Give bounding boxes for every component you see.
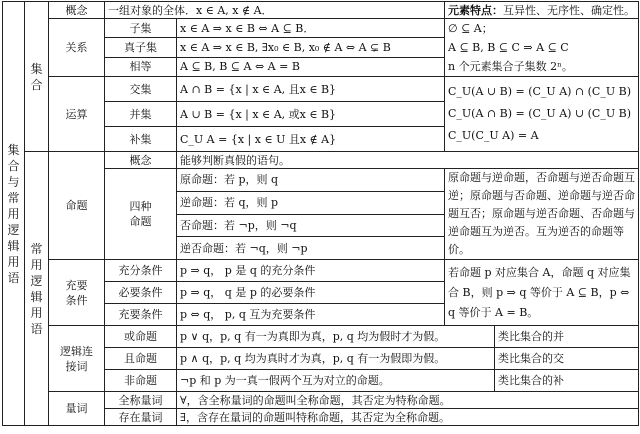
connective-row-text: ¬p 和 p 为一真一假两个互为对立的命题。 [177,370,495,392]
quantifier-row-label: 全称量词 [105,392,177,409]
quantifier-row-text: ∃，含存在量词的命题叫特称命题，其否定为全称命题。 [177,409,639,426]
connective-row-note: 类比集合的交 [495,348,639,370]
connective-row-label: 非命题 [105,370,177,392]
operation-row-text: A ∪ B = {x | x ∈ A, 或x ∈ B} [177,102,445,127]
sets-concept-text: 一组对象的全体．x ∈ A, x ∉ A． [105,2,445,19]
operation-row-text: A ∩ B = {x | x ∈ A, 且x ∈ B} [177,77,445,102]
connective-row-label: 且命题 [105,348,177,370]
connective-row-label: 或命题 [105,326,177,348]
conditions-label: 充要条件 [65,278,88,307]
sets-concept-label: 概念 [49,2,105,19]
four-proposition-row: 否命题：若 ¬p，则 ¬q [177,214,445,237]
operation-row-label: 补集 [105,127,177,152]
relation-note-line: ∅ ⊆ A； [448,22,493,35]
operation-note-line: C_U(A ∩ B) = (C_U A) ∪ (C_U B) [448,107,631,120]
four-proposition-row: 原命题：若 p，则 q [177,169,445,192]
four-propositions-label [105,169,177,260]
connective-row-note: 类比集合的补 [495,370,639,392]
operation-label: 运算 [49,77,105,152]
relation-row-text: A ⊆ B, B ⊆ A ⇔ A = B [177,57,445,76]
connective-row-note: 类比集合的并 [495,326,639,348]
four-propositions-text: 四种命题 [129,200,152,228]
quantifier-row-text: ∀，含全称量词的命题叫全称命题，其否定为特称命题。 [177,392,639,409]
conditions-row-label: 充分条件 [105,260,177,282]
operation-note [445,77,639,152]
connectives-label: 逻辑连接词 [60,344,93,373]
operation-note-line: C_U(A ∪ B) = (C_U A) ∩ (C_U B) [448,85,631,98]
conditions-row-text: p ⇔ q， p, q 互为充要条件 [177,304,445,326]
relation-note-line: n 个元素集合子集数 2ⁿ。 [448,60,573,73]
feature-text: 互异性、无序性、确定性。 [503,3,635,17]
proposition-concept-label: 概念 [105,152,177,169]
operation-row-label: 交集 [105,77,177,102]
relation-row-label: 子集 [105,19,177,38]
operation-row-label: 并集 [105,102,177,127]
sets-label: 集合 [30,61,43,92]
logic-label: 常用逻辑用语 [30,241,43,336]
root-label-cell [3,2,25,426]
quantifiers-label: 量词 [49,392,105,426]
relation-note-line: A ⊆ B, B ⊆ C ⇒ A ⊆ C [448,41,569,54]
conditions-row-text: p ⇒ q， q 是 p 的必要条件 [177,282,445,304]
conditions-row-text: p ⇒ q， p 是 q 的充分条件 [177,260,445,282]
knowledge-summary-table [2,1,639,426]
root-label: 集合与常用逻辑用语 [7,142,20,285]
connective-row-text: p ∧ q，p, q 均为真时才为真，p, q 有一为假即为假。 [177,348,495,370]
conditions-note: 若命题 p 对应集合 A，命题 q 对应集合 B，则 p ⇒ q 等价于 A ⊆ B，p ⇔ q 等价于 A = B。 [445,260,639,326]
relation-label: 关系 [49,19,105,77]
conditions-row-label: 充要条件 [105,304,177,326]
logic-label-cell [25,152,49,426]
relation-row-text: x ∈ A ⇒ x ∈ B, ∃x₀ ∈ B, x₀ ∉ A ⇔ A ⊊ B [177,38,445,57]
four-proposition-row: 逆命题：若 q，则 p [177,191,445,214]
operation-row-text: C_U A = {x | x ∈ U 且x ∉ A} [177,127,445,152]
relation-note [445,19,639,77]
relation-row-label: 真子集 [105,38,177,57]
proposition-concept-text: 能够判断真假的语句。 [177,152,639,169]
connective-row-text: p ∨ q，p, q 有一为真即为真，p, q 均为假时才为假。 [177,326,495,348]
relation-row-label: 相等 [105,57,177,76]
proposition-label: 命题 [49,152,105,260]
conditions-row-label: 必要条件 [105,282,177,304]
quantifier-row-label: 存在量词 [105,409,177,426]
conditions-label-cell [49,260,105,326]
four-proposition-row: 逆否命题：若 ¬q，则 ¬p [177,237,445,260]
feature-title: 元素特点： [448,3,503,17]
operation-note-line: C_U(C_U A) = A [448,129,539,142]
four-propositions-note: 原命题与逆命题，否命题与逆否命题互逆；原命题与否命题、逆命题与逆否命题互否；原命题与逆否命题、否命题与逆命题互为逆否。互为逆否的命题等价。 [445,169,639,260]
element-features [445,2,639,19]
relation-row-text: x ∈ A ⇒ x ∈ B ⇔ A ⊆ B． [177,19,445,38]
connectives-label-cell [49,326,105,392]
sets-label-cell [25,2,49,152]
